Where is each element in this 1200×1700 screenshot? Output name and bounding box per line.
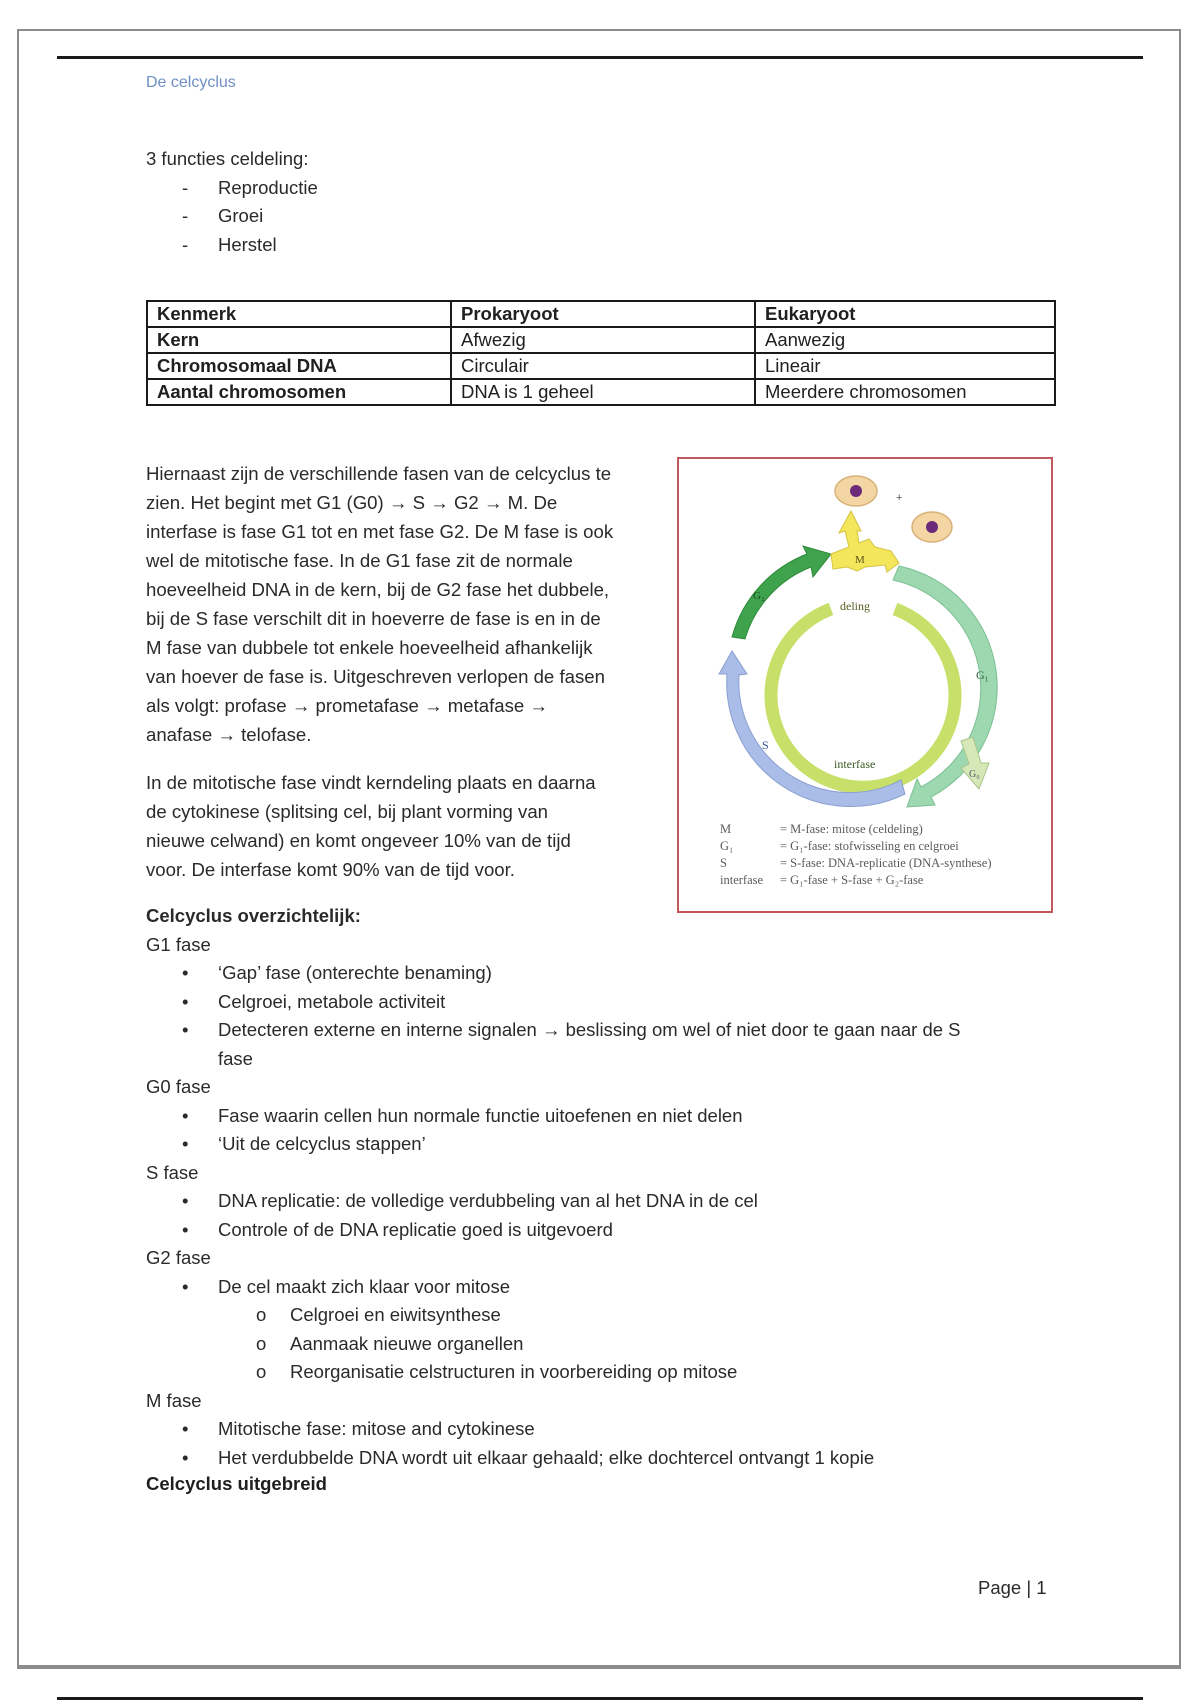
g1-phase-title: G1 fase xyxy=(146,933,211,955)
list-item-text: Detecteren externe en interne signalen → beslissing om wel of niet door te gaan naar de S fase xyxy=(218,1019,961,1069)
paragraph-line: bij de S fase verschilt dit in hoeverre de fase is en in de xyxy=(146,608,601,629)
list-item-text: ‘Gap’ fase (onterechte benaming) xyxy=(218,962,492,983)
legend-key: M xyxy=(720,822,732,836)
deling-label: deling xyxy=(840,599,870,613)
sub-list-item xyxy=(146,1330,1066,1359)
table-cell: Afwezig xyxy=(451,327,755,353)
s-phase-title: S fase xyxy=(146,1161,199,1183)
legend-key: G₁ xyxy=(720,839,734,853)
list-item xyxy=(146,1016,998,1073)
list-item xyxy=(146,231,318,260)
legend-key: S xyxy=(720,856,727,870)
g0-phase-title: G0 fase xyxy=(146,1076,211,1097)
phases-paragraph xyxy=(146,459,666,749)
list-item-text: De cel maakt zich klaar voor mitose xyxy=(218,1275,510,1297)
paragraph-line: zien. Het begint met G1 (G0) → S → G2 → M. De xyxy=(146,492,558,513)
bullet-marker: • xyxy=(182,1418,189,1439)
functions-list xyxy=(146,174,318,260)
daughter-cell-icon xyxy=(835,476,877,506)
cell-cycle-figure xyxy=(677,457,1053,913)
bullet-marker: • xyxy=(182,1019,189,1040)
overview-section xyxy=(146,902,1066,1472)
paragraph-line: hoeveelheid DNA in de kern, bij de G2 fase het dubbele, xyxy=(146,579,610,600)
table-cell: Aantal chromosomen xyxy=(147,379,451,405)
table-cell: Chromosomaal DNA xyxy=(147,353,451,379)
list-item xyxy=(146,1216,1066,1245)
list-item xyxy=(146,202,318,231)
list-item-text: Reproductie xyxy=(218,176,318,198)
g2-phase-title: G2 fase xyxy=(146,1247,211,1268)
table-header-row xyxy=(147,301,1055,327)
list-item-text: Het verdubbelde DNA wordt uit elkaar gehaald; elke dochtercel ontvangt 1 kopie xyxy=(218,1446,875,1468)
figure-legend xyxy=(720,821,992,889)
comparison-table xyxy=(146,300,1056,406)
paragraph-line: In de mitotische fase vindt kerndeling plaats en daarna xyxy=(146,772,596,793)
m-phase-title: M fase xyxy=(146,1389,202,1411)
dash-marker: - xyxy=(182,176,189,198)
list-item-text: Celgroei en eiwitsynthese xyxy=(290,1304,501,1325)
table-cell: Lineair xyxy=(755,353,1055,379)
bullet-marker: • xyxy=(182,1446,189,1468)
paragraph-line: interfase is fase G1 tot en met fase G2. De M fase is ook xyxy=(146,521,614,542)
interfase-label: interfase xyxy=(834,757,876,771)
paragraph-line: Hiernaast zijn de verschillende fasen van de celcyclus te xyxy=(146,463,612,484)
plus-sign: + xyxy=(896,492,903,504)
table-header-cell: Eukaryoot xyxy=(755,301,1055,327)
list-item-text: ‘Uit de celcyclus stappen’ xyxy=(218,1133,426,1154)
bullet-marker: • xyxy=(182,1133,189,1154)
header-title: De celcyclus xyxy=(146,74,236,91)
bullet-marker: • xyxy=(182,1218,189,1240)
table-cell: Circulair xyxy=(451,353,755,379)
table-cell: Aanwezig xyxy=(755,327,1055,353)
intro-heading: 3 functies celdeling: xyxy=(146,148,309,169)
list-item xyxy=(146,1130,1066,1159)
bullet-marker: • xyxy=(182,1275,189,1297)
bullet-marker: • xyxy=(182,1190,189,1211)
legend-value: = S-fase: DNA-replicatie (DNA-synthese) xyxy=(780,856,992,870)
table-header-cell: Kenmerk xyxy=(147,301,451,327)
table-cell: Meerdere chromosomen xyxy=(755,379,1055,405)
g2-sub-list xyxy=(146,1301,1066,1387)
list-item-text: Controle of de DNA replicatie goed is uitgevoerd xyxy=(218,1218,613,1240)
list-item xyxy=(146,959,1066,988)
sub-list-item xyxy=(146,1358,1066,1387)
paragraph-line: de cytokinese (splitsing cel, bij plant vorming van xyxy=(146,801,549,822)
extended-heading: Celcyclus uitgebreid xyxy=(146,1473,327,1494)
g0-list xyxy=(146,1102,1066,1159)
circle-marker: o xyxy=(256,1361,267,1382)
list-item-text: Groei xyxy=(218,205,264,226)
g1-list xyxy=(146,959,1066,1073)
g2-list xyxy=(146,1273,1066,1302)
list-item xyxy=(146,174,318,203)
mitosis-paragraph xyxy=(146,768,666,884)
table-row xyxy=(147,379,1055,405)
s-label: S xyxy=(762,738,769,752)
m-list xyxy=(146,1415,1066,1472)
legend-key: interfase xyxy=(720,873,764,887)
g2-label: G₂ xyxy=(753,590,765,602)
legend-value: = M-fase: mitose (celdeling) xyxy=(780,822,923,836)
g2-phase-arrow xyxy=(732,546,831,639)
intro-section xyxy=(146,145,318,259)
paragraph-line: van hoever de fase is. Uitgeschreven verlopen de fasen xyxy=(146,666,605,687)
list-item xyxy=(146,1273,1066,1302)
paragraph-line: nieuwe celwand) en komt ongeveer 10% van de tijd xyxy=(146,830,571,851)
legend-row xyxy=(720,872,992,889)
legend-row xyxy=(720,821,992,838)
list-item xyxy=(146,1187,1066,1216)
overview-heading: Celcyclus overzichtelijk: xyxy=(146,905,361,926)
s-list xyxy=(146,1187,1066,1244)
list-item-text: DNA replicatie: de volledige verdubbeling van al het DNA in de cel xyxy=(218,1190,758,1211)
g1-label: G₁ xyxy=(976,668,989,682)
list-item-text: Mitotische fase: mitose and cytokinese xyxy=(218,1418,535,1439)
list-item xyxy=(146,1415,1066,1444)
list-item-text: Celgroei, metabole activiteit xyxy=(218,990,446,1012)
bullet-marker: • xyxy=(182,962,189,983)
table-cell: DNA is 1 geheel xyxy=(451,379,755,405)
paragraph-line: wel de mitotische fase. In de G1 fase zit de normale xyxy=(146,550,573,571)
paragraph-line: voor. De interfase komt 90% van de tijd voor. xyxy=(146,859,515,880)
paragraph-line: als volgt: profase → prometafase → metafase → xyxy=(146,695,549,716)
m-label: M xyxy=(855,554,865,566)
table-header-cell: Prokaryoot xyxy=(451,301,755,327)
page-number: Page | 1 xyxy=(978,1577,1047,1598)
m-phase-arrow xyxy=(831,511,899,572)
daughter-cell-icon xyxy=(912,512,952,542)
list-item-text: Fase waarin cellen hun normale functie uitoefenen en niet delen xyxy=(218,1104,743,1126)
bullet-marker: • xyxy=(182,990,189,1012)
g0-label: G₀ xyxy=(969,769,980,780)
list-item xyxy=(146,1444,1066,1473)
legend-value: = G₁-fase: stofwisseling en celgroei xyxy=(780,839,959,853)
dash-marker: - xyxy=(182,233,189,255)
dash-marker: - xyxy=(182,205,189,226)
circle-marker: o xyxy=(256,1332,267,1354)
header-rule xyxy=(57,56,1143,59)
list-item-text: Aanmaak nieuwe organellen xyxy=(290,1332,524,1354)
table-cell: Kern xyxy=(147,327,451,353)
list-item-text: Herstel xyxy=(218,233,277,255)
legend-row xyxy=(720,855,992,872)
sub-list-item xyxy=(146,1301,1066,1330)
table-row xyxy=(147,327,1055,353)
circle-marker: o xyxy=(256,1304,267,1325)
paragraph-line: anafase → telofase. xyxy=(146,724,312,745)
table-row xyxy=(147,353,1055,379)
legend-row xyxy=(720,838,992,855)
list-item-text: Reorganisatie celstructuren in voorbereiding op mitose xyxy=(290,1361,738,1382)
list-item xyxy=(146,1102,1066,1131)
bullet-marker: • xyxy=(182,1104,189,1126)
paragraph-line: M fase van dubbele tot enkele hoeveelheid afhankelijk xyxy=(146,637,593,658)
list-item xyxy=(146,988,1066,1017)
legend-value: = G₁-fase + S-fase + G₂-fase xyxy=(780,873,924,887)
